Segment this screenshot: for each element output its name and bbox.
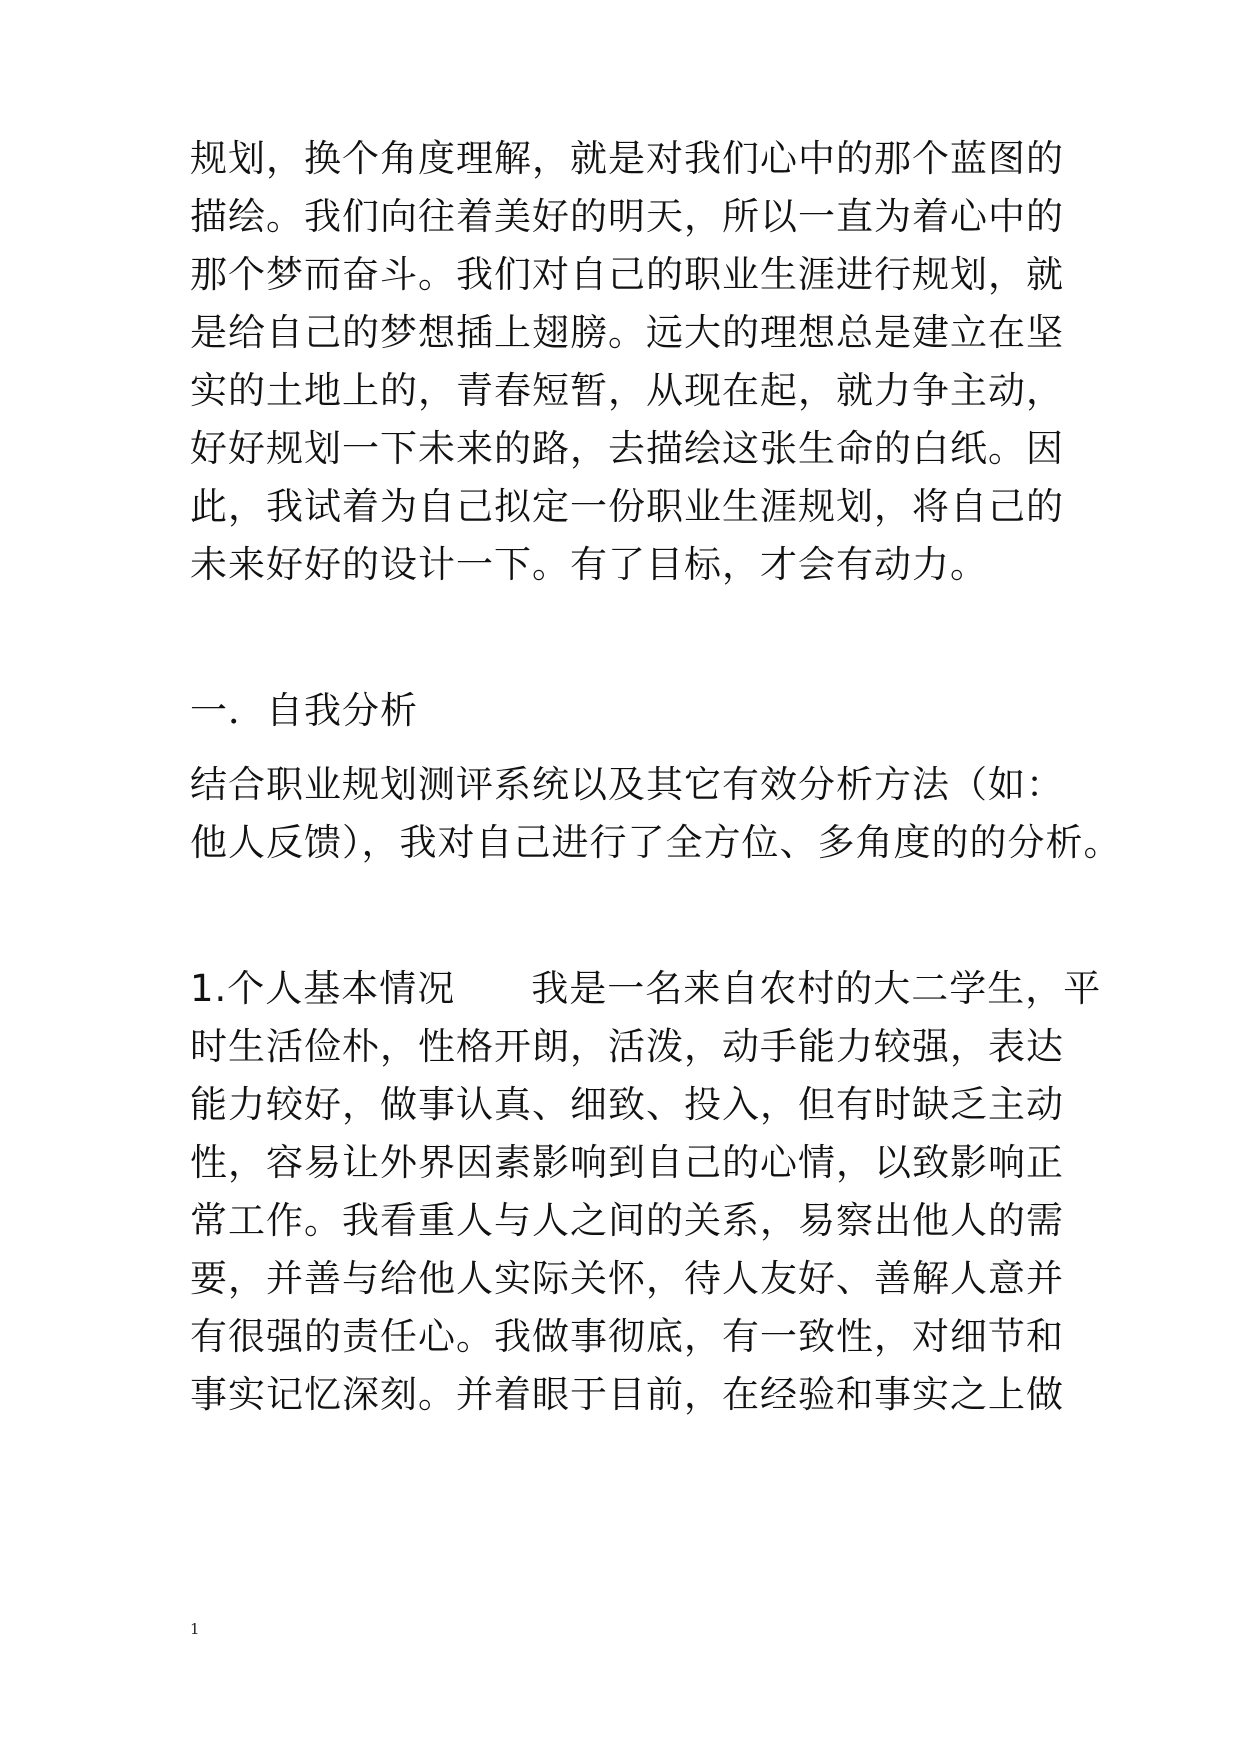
intro-line: 未来好好的设计一下。有了目标，才会有动力。 bbox=[190, 543, 988, 586]
intro-line: 规划，换个角度理解，就是对我们心中的那个蓝图的 bbox=[190, 137, 1064, 180]
intro-line: 此，我试着为自己拟定一份职业生涯规划，将自己的 bbox=[190, 485, 1064, 528]
personal-line: 要，并善与给他人实际关怀，待人友好、善解人意并 bbox=[190, 1257, 1064, 1300]
section-intro-line: 他人反馈），我对自己进行了全方位、多角度的的分析。 bbox=[190, 821, 1122, 864]
intro-line: 好好规划一下未来的路，去描绘这张生命的白纸。因 bbox=[190, 427, 1064, 470]
intro-line: 是给自己的梦想插上翅膀。远大的理想总是建立在坚 bbox=[190, 311, 1064, 354]
page-number: 1 bbox=[190, 1620, 200, 1638]
personal-line: 事实记忆深刻。并着眼于目前，在经验和事实之上做 bbox=[190, 1373, 1064, 1416]
personal-line: 性，容易让外界因素影响到自己的心情，以致影响正 bbox=[190, 1141, 1064, 1184]
intro-line: 那个梦而奋斗。我们对自己的职业生涯进行规划，就 bbox=[190, 253, 1064, 296]
personal-line: 时生活俭朴，性格开朗，活泼，动手能力较强，表达 bbox=[190, 1025, 1064, 1068]
personal-line: 常工作。我看重人与人之间的关系，易察出他人的需 bbox=[190, 1199, 1064, 1242]
personal-line: 有很强的责任心。我做事彻底，有一致性，对细节和 bbox=[190, 1315, 1064, 1358]
personal-line: 能力较好，做事认真、细致、投入，但有时缺乏主动 bbox=[190, 1083, 1064, 1126]
section-intro-line: 结合职业规划测评系统以及其它有效分析方法（如： bbox=[190, 763, 1064, 806]
section-heading: 一．自我分析 bbox=[190, 689, 418, 732]
intro-line: 描绘。我们向往着美好的明天，所以一直为着心中的 bbox=[190, 195, 1064, 238]
personal-line: 1.个人基本情况 我是一名来自农村的大二学生，平 bbox=[190, 967, 1102, 1010]
intro-line: 实的土地上的，青春短暂，从现在起，就力争主动， bbox=[190, 369, 1064, 412]
